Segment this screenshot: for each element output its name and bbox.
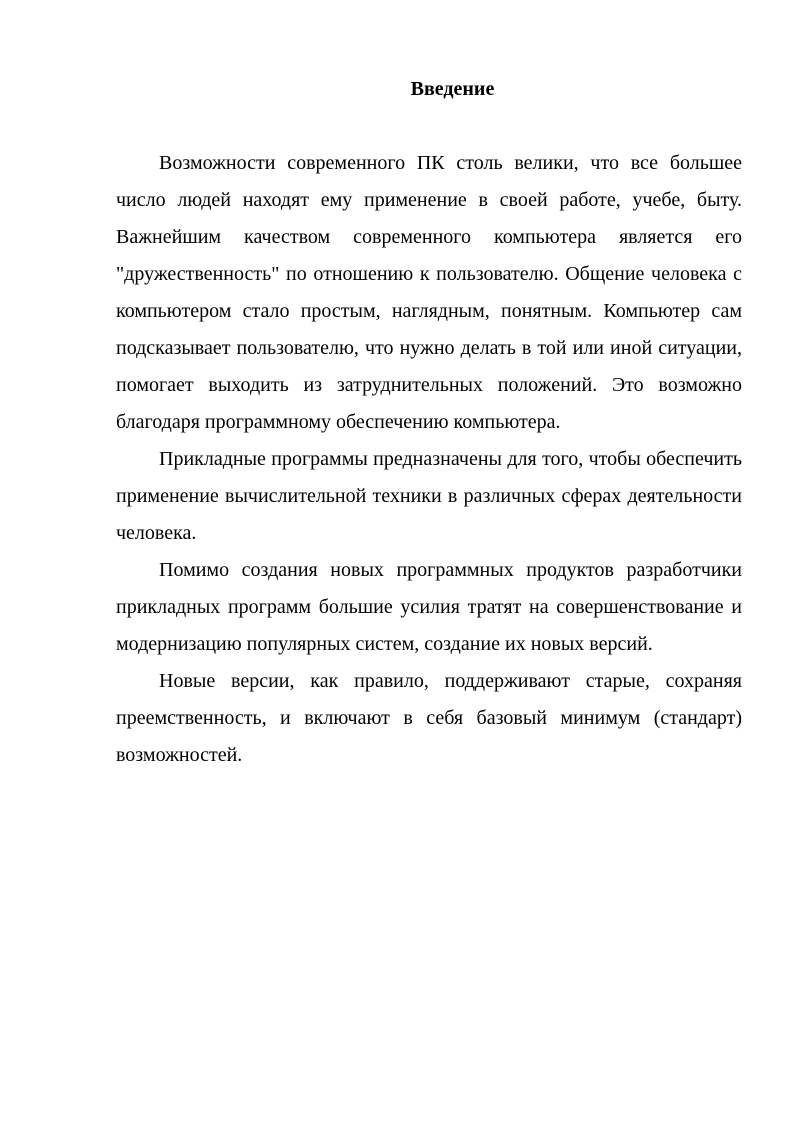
paragraph-intro: Возможности современного ПК столь велики, что все большее число людей находят ему применение в своей работе, учебе, быту. Важнейшим качеством современного компьютера является его "дружественность" по отношению к пользователю. Общение человека с компьютером стало простым, наглядным, понятным. Компьютер сам подсказывает пользователю, что нужно делать в той или иной ситуации, помогает выходить из затруднительных положений. Это возможно благодаря программному обеспечению компьютера. xyxy=(116,152,742,433)
page-title: Введение xyxy=(410,78,495,100)
document-body xyxy=(116,145,742,774)
paragraph-developers: Помимо создания новых программных продуктов разработчики прикладных программ большие усилия тратят на совершенствование и модернизацию популярных систем, создание их новых версий. xyxy=(116,559,742,655)
paragraph-new-versions: Новые версии, как правило, поддерживают старые, сохраняя преемственность, и включают в себя базовый минимум (стандарт) возможностей. xyxy=(116,670,742,766)
paragraph-applied-programs: Прикладные программы предназначены для того, чтобы обеспечить применение вычислительной техники в различных сферах деятельности человека. xyxy=(116,448,742,544)
